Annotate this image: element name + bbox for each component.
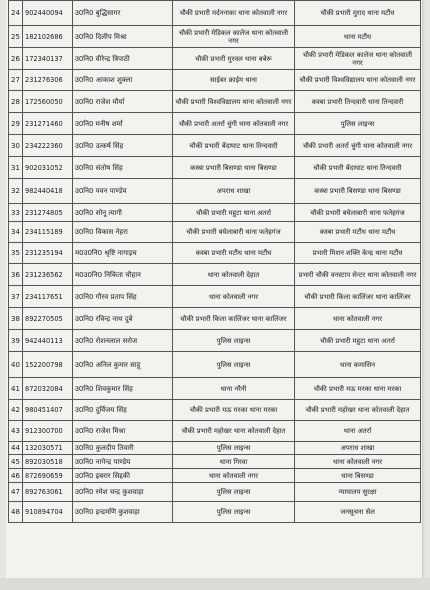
to-posting-cell: थाना अतर्रा [295, 421, 421, 442]
id-number-cell: 902440094 [23, 1, 73, 26]
from-posting-cell: थाना कोतवाली नगर [173, 469, 295, 483]
id-number-cell: 892030518 [23, 455, 73, 469]
serial-number-cell: 24 [9, 1, 23, 26]
id-number-cell: 892763061 [23, 483, 73, 502]
to-posting-cell: चौकी प्रभारी किला कालिंजर थाना कालिंजर [295, 286, 421, 308]
table-row [9, 264, 421, 286]
table-row [9, 1, 421, 26]
from-posting-cell: थाना कोतवाली देहात [173, 264, 295, 286]
table-row [9, 286, 421, 308]
table-row [9, 483, 421, 502]
from-posting-cell: चौकी प्रभारी महुटा थाना अतर्रा [173, 204, 295, 222]
officer-name-cell: उ0नि0 सोनू त्यागी [73, 204, 173, 222]
id-number-cell: 172560050 [23, 91, 73, 113]
serial-number-cell: 25 [9, 26, 23, 48]
officer-name-cell: म0उ0नि0 निकिता चौहान [73, 264, 173, 286]
officer-name-cell: उ0नि0 विकास नेहरा [73, 222, 173, 243]
from-posting-cell: चौकी प्रभारी किला कालिंजर थाना कालिंजर [173, 308, 295, 330]
officer-name-cell: उ0नि0 राजेश मौर्या [73, 91, 173, 113]
id-number-cell: 231271460 [23, 113, 73, 135]
serial-number-cell: 43 [9, 421, 23, 442]
serial-number-cell: 46 [9, 469, 23, 483]
id-number-cell: 942440113 [23, 330, 73, 352]
transfer-table [8, 0, 421, 523]
id-number-cell: 234117651 [23, 286, 73, 308]
officer-name-cell: उ0नि0 दुर्विजय सिंह [73, 400, 173, 421]
to-posting-cell: चौकी प्रभारी विश्वविद्यालय थाना कोतवाली नगर [295, 70, 421, 91]
serial-number-cell: 36 [9, 264, 23, 286]
id-number-cell: 234115189 [23, 222, 73, 243]
serial-number-cell: 41 [9, 378, 23, 400]
from-posting-cell: पुलिस लाइन्स [173, 330, 295, 352]
table-row [9, 113, 421, 135]
id-number-cell: 172340137 [23, 48, 73, 70]
table-row [9, 352, 421, 378]
table-body [9, 1, 421, 523]
table-row [9, 179, 421, 204]
officer-name-cell: उ0नि0 इबरार सिद्दकी [73, 469, 173, 483]
officer-name-cell: उ0नि0 कुलदीप तिवारी [73, 442, 173, 455]
from-posting-cell: साईबर क्राईम थाना [173, 70, 295, 91]
to-posting-cell: थाना कोतवाली नगर [295, 455, 421, 469]
table-row [9, 455, 421, 469]
from-posting-cell: थाना गिरवा [173, 455, 295, 469]
from-posting-cell: अपराध शाखा [173, 179, 295, 204]
from-posting-cell: थाना कोतवाली नगर [173, 286, 295, 308]
to-posting-cell: न्यायालय सुरक्षा [295, 483, 421, 502]
table-row [9, 308, 421, 330]
to-posting-cell: प्रभारी चौकी वनस्टाप सेन्टर थाना कोतवाली नगर [295, 264, 421, 286]
serial-number-cell: 33 [9, 204, 23, 222]
to-posting-cell: थाना मटौंध [295, 26, 421, 48]
serial-number-cell: 40 [9, 352, 23, 378]
table-row [9, 204, 421, 222]
table-row [9, 135, 421, 157]
to-posting-cell: चौकी प्रभारी महुटा थाना अतर्रा [295, 330, 421, 352]
from-posting-cell: चौकी प्रभारी मर्दननाका थाना कोतवाली नगर [173, 1, 295, 26]
officer-name-cell: उ0नि0 इन्द्रमणि कुशवाहा [73, 502, 173, 523]
from-posting-cell: चौकी प्रभारी बेंदाघाट थाना तिन्दवारी [173, 135, 295, 157]
officer-name-cell: उ0नि0 पवन पाण्डेय [73, 179, 173, 204]
from-posting-cell: पुलिस लाइन्स [173, 442, 295, 455]
to-posting-cell: चौकी प्रभारी अतर्रा चुंगी थाना कोतवाली नगर [295, 135, 421, 157]
to-posting-cell: पुलिस लाइन्स [295, 113, 421, 135]
to-posting-cell: थाना बिसण्डा [295, 469, 421, 483]
to-posting-cell: चौकी प्रभारी मुराद थाना मटौंध [295, 1, 421, 26]
from-posting-cell: चौकी प्रभारी मुरवल थाना बबेरू [173, 48, 295, 70]
serial-number-cell: 26 [9, 48, 23, 70]
id-number-cell: 910894704 [23, 502, 73, 523]
from-posting-cell: चौकी प्रभारी मऊ मरका थाना मरका [173, 400, 295, 421]
to-posting-cell: कस्बा प्रभारी मटौंध थाना मटौंध [295, 222, 421, 243]
from-posting-cell: चौकी प्रभारी अतर्रा चुंगी थाना कोतवाली नगर [173, 113, 295, 135]
to-posting-cell: चौकी प्रभारी महोखर थाना कोतवाली देहात [295, 400, 421, 421]
table-row [9, 502, 421, 523]
id-number-cell: 980451407 [23, 400, 73, 421]
table-row [9, 442, 421, 455]
page-edge [0, 578, 430, 590]
from-posting-cell: कस्बा प्रभारी मटौंध थाना मटौंध [173, 243, 295, 264]
to-posting-cell: अपराध शाखा [295, 442, 421, 455]
document-page [6, 0, 422, 578]
id-number-cell: 982440418 [23, 179, 73, 204]
table-row [9, 157, 421, 179]
from-posting-cell: चौकी प्रभारी मेडिकल कालेज थाना कोतवाली नगर [173, 26, 295, 48]
id-number-cell: 231235194 [23, 243, 73, 264]
from-posting-cell: कस्बा प्रभारी बिसण्डा थाना बिसण्डा [173, 157, 295, 179]
serial-number-cell: 47 [9, 483, 23, 502]
serial-number-cell: 32 [9, 179, 23, 204]
officer-name-cell: उ0नि0 दिलीप मिश्रा [73, 26, 173, 48]
officer-name-cell: उ0नि0 आकाश शुक्ला [73, 70, 173, 91]
officer-name-cell: उ0नि0 रविन्द्र नाथ दुबे [73, 308, 173, 330]
id-number-cell: 912300700 [23, 421, 73, 442]
from-posting-cell: पुलिस लाइन्स [173, 502, 295, 523]
to-posting-cell: चौकी प्रभारी मऊ मरका थाना मरका [295, 378, 421, 400]
serial-number-cell: 38 [9, 308, 23, 330]
officer-name-cell: उ0नि0 राजेश मिश्रा [73, 421, 173, 442]
serial-number-cell: 27 [9, 70, 23, 91]
serial-number-cell: 31 [9, 157, 23, 179]
officer-name-cell: उ0नि0 संतोष सिंह [73, 157, 173, 179]
id-number-cell: 872690659 [23, 469, 73, 483]
table-row [9, 330, 421, 352]
id-number-cell: 872032084 [23, 378, 73, 400]
officer-name-cell: उ0नि0 उत्कर्ष सिंह [73, 135, 173, 157]
serial-number-cell: 28 [9, 91, 23, 113]
table-row [9, 400, 421, 421]
id-number-cell: 231274805 [23, 204, 73, 222]
officer-name-cell: म0उ0नि0 श्रृष्टि नागाइच [73, 243, 173, 264]
from-posting-cell: पुलिस लाइन्स [173, 483, 295, 502]
id-number-cell: 132030571 [23, 442, 73, 455]
officer-name-cell: उ0नि0 बुद्धिसागर [73, 1, 173, 26]
to-posting-cell: चौकी प्रभारी मेडिकल कालेज थाना कोतवाली नगर [295, 48, 421, 70]
from-posting-cell: चौकी प्रभारी बघेलाबारी थाना फतेहगंज [173, 222, 295, 243]
serial-number-cell: 37 [9, 286, 23, 308]
from-posting-cell: चौकी प्रभारी महोखर थाना कोतवाली देहात [173, 421, 295, 442]
to-posting-cell: थाना कमासिन [295, 352, 421, 378]
serial-number-cell: 45 [9, 455, 23, 469]
to-posting-cell: कस्बा प्रभारी तिन्दवारी थाना तिन्दवारी [295, 91, 421, 113]
table-row [9, 70, 421, 91]
table-row [9, 48, 421, 70]
id-number-cell: 234222360 [23, 135, 73, 157]
to-posting-cell: थाना कोतवाली नगर [295, 308, 421, 330]
serial-number-cell: 39 [9, 330, 23, 352]
officer-name-cell: उ0नि0 गौरव प्रताप सिंह [73, 286, 173, 308]
from-posting-cell: थाना नरैनी [173, 378, 295, 400]
officer-name-cell: उ0नि0 रोशनलाल सरोज [73, 330, 173, 352]
table-row [9, 243, 421, 264]
serial-number-cell: 42 [9, 400, 23, 421]
to-posting-cell: चौकी प्रभारी बेंदाघाट थाना तिन्दवारी [295, 157, 421, 179]
officer-name-cell: उ0नि0 अनिल कुमार साहू [73, 352, 173, 378]
table-row [9, 222, 421, 243]
officer-name-cell: उ0नि0 रमेश चन्द्र कुशवाहा [73, 483, 173, 502]
id-number-cell: 182102686 [23, 26, 73, 48]
table-row [9, 91, 421, 113]
id-number-cell: 231236562 [23, 264, 73, 286]
table-row [9, 469, 421, 483]
serial-number-cell: 34 [9, 222, 23, 243]
serial-number-cell: 29 [9, 113, 23, 135]
to-posting-cell: जनसूचना सेल [295, 502, 421, 523]
serial-number-cell: 30 [9, 135, 23, 157]
to-posting-cell: चौकी प्रभारी बघेलाबारी थाना फतेहगंज [295, 204, 421, 222]
id-number-cell: 892270505 [23, 308, 73, 330]
table-row [9, 421, 421, 442]
serial-number-cell: 48 [9, 502, 23, 523]
to-posting-cell: प्रभारी मिशन शक्ति केन्द्र थाना मटौंध [295, 243, 421, 264]
serial-number-cell: 35 [9, 243, 23, 264]
officer-name-cell: उ0नि0 नागेन्द्र पाण्डेय [73, 455, 173, 469]
id-number-cell: 231276306 [23, 70, 73, 91]
table-row [9, 26, 421, 48]
officer-name-cell: उ0नि0 शिवकुमार सिंह [73, 378, 173, 400]
id-number-cell: 902031052 [23, 157, 73, 179]
table-row [9, 378, 421, 400]
to-posting-cell: कस्बा प्रभारी बिसण्डा थाना बिसण्डा [295, 179, 421, 204]
from-posting-cell: चौकी प्रभारी विश्वविद्यालय थाना कोतवाली नगर [173, 91, 295, 113]
serial-number-cell: 44 [9, 442, 23, 455]
from-posting-cell: पुलिस लाइन्स [173, 352, 295, 378]
officer-name-cell: उ0नि0 वीरेन्द्र त्रिपाठी [73, 48, 173, 70]
officer-name-cell: उ0नि0 मनीष शर्मा [73, 113, 173, 135]
id-number-cell: 152200798 [23, 352, 73, 378]
